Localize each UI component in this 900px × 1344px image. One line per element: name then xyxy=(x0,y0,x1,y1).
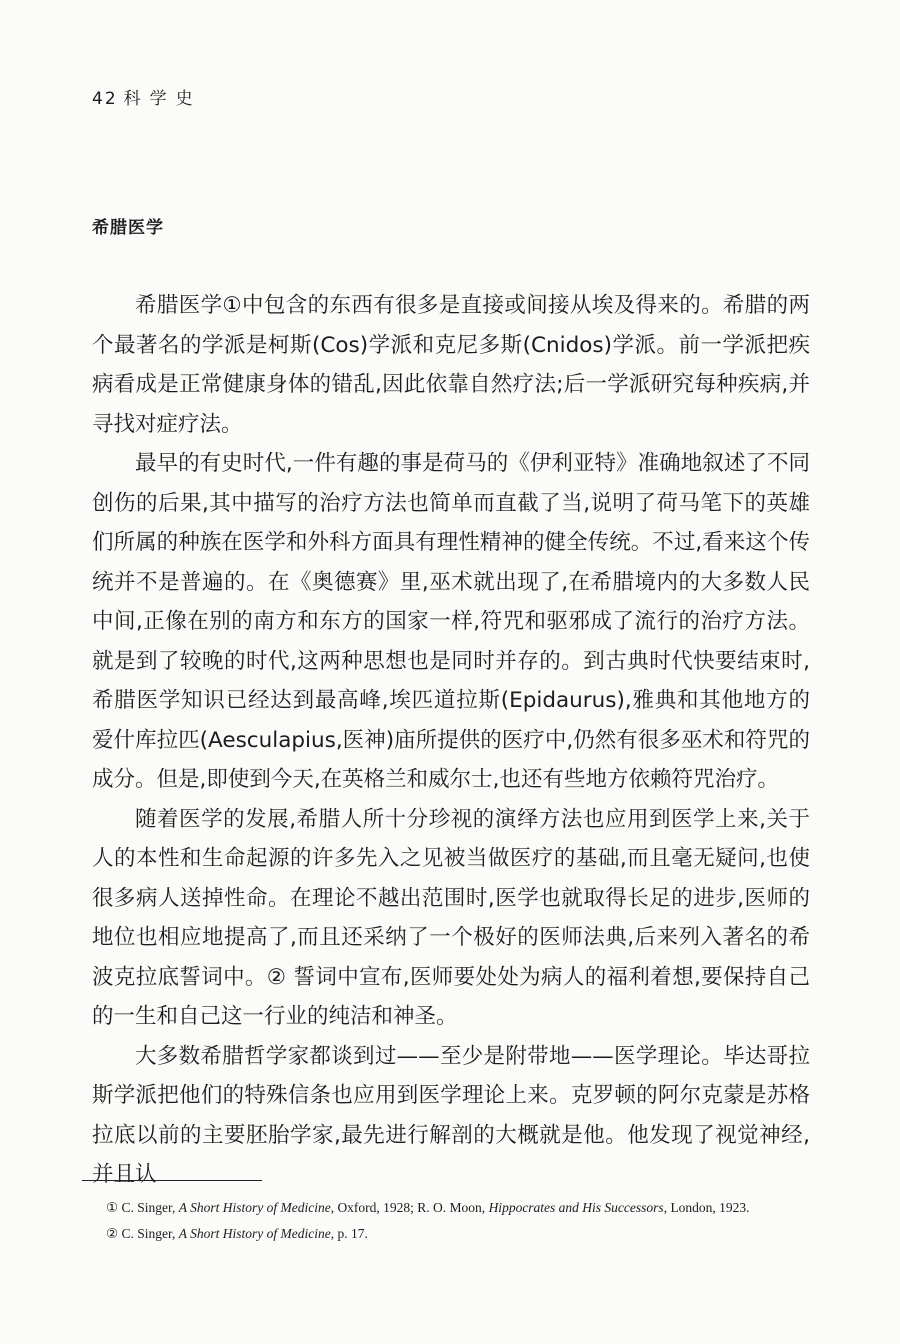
running-head xyxy=(92,84,202,109)
footnote-1-title-1: A Short History of Medicine xyxy=(178,1200,331,1215)
paragraph-3: 随着医学的发展,希腊人所十分珍视的演绎方法也应用到医学上来,关于人的本性和生命起源的许多先入之见被当做医疗的基础,而且毫无疑问,也使很多病人送掉性命。在理论不越出范围时,医学也就取得长足的进步,医师的地位也相应地提高了,而且还采纳了一个极好的医师法典,后来列入著名的希波克拉底誓词中。② 誓词中宣布,医师要处处为病人的福利着想,要保持自己的一生和自己这一行业的纯洁和神圣。 xyxy=(92,806,810,1029)
page-number: 42 xyxy=(92,89,118,109)
section-title: 希腊医学 xyxy=(92,218,164,238)
book-title: 科学史 xyxy=(123,89,202,109)
footnote-1-post: , London, 1923. xyxy=(663,1200,750,1215)
footnote-1 xyxy=(82,1198,810,1218)
body-text xyxy=(92,286,810,1195)
footnote-1-mark: ① xyxy=(106,1200,119,1215)
footnotes xyxy=(82,1198,810,1250)
footnote-2-pre: C. Singer, xyxy=(121,1226,179,1241)
footnote-2-title-1: A Short History of Medicine xyxy=(178,1226,331,1241)
paragraph-4: 大多数希腊哲学家都谈到过——至少是附带地——医学理论。毕达哥拉斯学派把他们的特殊信条也应用到医学理论上来。克罗顿的阿尔克蒙是苏格拉底以前的主要胚胎学家,最先进行解剖的大概就是他。他发现了视觉神经,并且认 xyxy=(92,1043,810,1187)
footnote-2 xyxy=(82,1224,810,1244)
footnote-2-post: , p. 17. xyxy=(330,1226,368,1241)
footnote-1-mid: , Oxford, 1928; R. O. Moon, xyxy=(330,1200,489,1215)
paragraph-1: 希腊医学①中包含的东西有很多是直接或间接从埃及得来的。希腊的两个最著名的学派是柯斯(Cos)学派和克尼多斯(Cnidos)学派。前一学派把疾病看成是正常健康身体的错乱,因此依靠自然疗法;后一学派研究每种疾病,并寻找对症疗法。 xyxy=(92,293,810,437)
footnote-1-title-2: Hippocrates and His Successors xyxy=(488,1200,664,1215)
footnote-1-pre: C. Singer, xyxy=(121,1200,179,1215)
paragraph-2: 最早的有史时代,一件有趣的事是荷马的《伊利亚特》准确地叙述了不同创伤的后果,其中描写的治疗方法也简单而直截了当,说明了荷马笔下的英雄们所属的种族在医学和外科方面具有理性精神的健全传统。不过,看来这个传统并不是普遍的。在《奥德赛》里,巫术就出现了,在希腊境内的大多数人民中间,正像在别的南方和东方的国家一样,符咒和驱邪成了流行的治疗方法。就是到了较晚的时代,这两种思想也是同时并存的。到古典时代快要结束时,希腊医学知识已经达到最高峰,埃匹道拉斯(Epidaurus),雅典和其他地方的爱什库拉匹(Aesculapius,医神)庙所提供的医疗中,仍然有很多巫术和符咒的成分。但是,即使到今天,在英格兰和威尔士,也还有些地方依赖符咒治疗。 xyxy=(92,451,810,792)
footnote-2-mark: ② xyxy=(106,1226,119,1241)
footnote-rule xyxy=(82,1180,262,1181)
